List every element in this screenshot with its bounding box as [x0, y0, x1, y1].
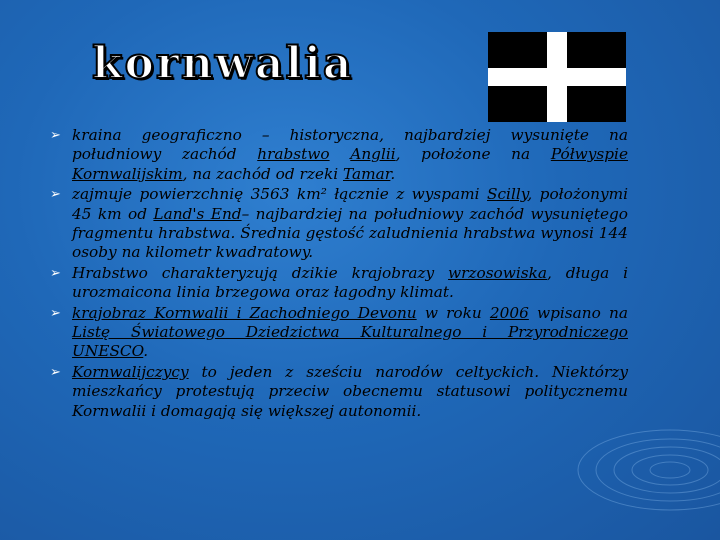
- bullet-item: [50, 264, 628, 303]
- arrow-bullet-icon: ➢: [50, 128, 61, 143]
- text-segment: kraina geograficzno – historyczna, najbardziej wysunięte na południowy zachód: [72, 126, 628, 164]
- bullet-item: [50, 363, 628, 421]
- wiki-link[interactable]: wrzosowiska: [448, 263, 547, 282]
- bullet-text: [72, 304, 628, 362]
- wiki-link[interactable]: hrabstwo: [257, 145, 330, 164]
- page-title: kornwalia: [92, 38, 354, 89]
- wiki-link[interactable]: 2006: [489, 303, 529, 322]
- bullet-text: [72, 264, 628, 303]
- wiki-link[interactable]: Kornwalijczycy: [72, 362, 189, 381]
- wiki-link[interactable]: Scilly: [487, 185, 528, 204]
- bullet-text: [72, 363, 628, 421]
- text-segment: .: [390, 164, 396, 183]
- text-segment: , na zachód od rzeki: [182, 164, 343, 183]
- text-segment: Hrabstwo charakteryzują dzikie krajobrazy: [72, 263, 449, 282]
- wiki-link[interactable]: Anglii: [350, 145, 396, 164]
- wiki-link[interactable]: Tamar: [343, 164, 391, 183]
- bullet-list: [50, 126, 628, 422]
- wiki-link[interactable]: Półwyspie Kornwalijskim: [72, 145, 628, 183]
- text-segment: zajmuje powierzchnię 3563 km² łącznie z wyspami: [72, 185, 488, 204]
- arrow-bullet-icon: ➢: [50, 265, 61, 281]
- text-segment: to jeden z sześciu narodów celtyckich. Niektórzy mieszkańcy protestują przeciw obecnemu statusowi politycznemu Kornwalii i domagają się większej autonomii.: [72, 362, 628, 420]
- bullet-text: [72, 126, 628, 184]
- wiki-link[interactable]: krajobraz Kornwalii i Zachodniego Devonu: [72, 303, 417, 322]
- text-segment: , położonymi 45 km od: [72, 185, 628, 223]
- arrow-bullet-icon: ➢: [50, 305, 61, 321]
- wiki-link[interactable]: Listę Światowego Dziedzictwa Kulturalnego i Przyrodniczego UNESCO: [72, 323, 628, 361]
- bullet-text: [72, 185, 628, 263]
- text-segment: .: [143, 342, 149, 361]
- text-segment: w roku: [416, 303, 490, 322]
- bullet-item: [50, 126, 628, 184]
- text-segment: [330, 145, 351, 163]
- text-segment: wpisano na: [528, 303, 628, 322]
- arrow-bullet-icon: ➢: [50, 364, 61, 380]
- cornwall-flag-icon: [488, 32, 626, 122]
- wiki-link[interactable]: Land's End: [153, 204, 242, 223]
- text-segment: – najbardziej na południowy zachód wysuniętego fragmentu hrabstwa. Średnia gęstość zaludnienia hrabstwa wynosi 144 osoby na kilometr kwadratowy.: [72, 204, 628, 262]
- bullet-item: [50, 185, 628, 263]
- text-segment: , długa i urozmaicona linia brzegowa oraz łagodny klimat.: [72, 263, 628, 302]
- arrow-bullet-icon: ➢: [50, 187, 61, 203]
- text-segment: , położone na: [395, 145, 551, 164]
- bullet-item: [50, 304, 628, 362]
